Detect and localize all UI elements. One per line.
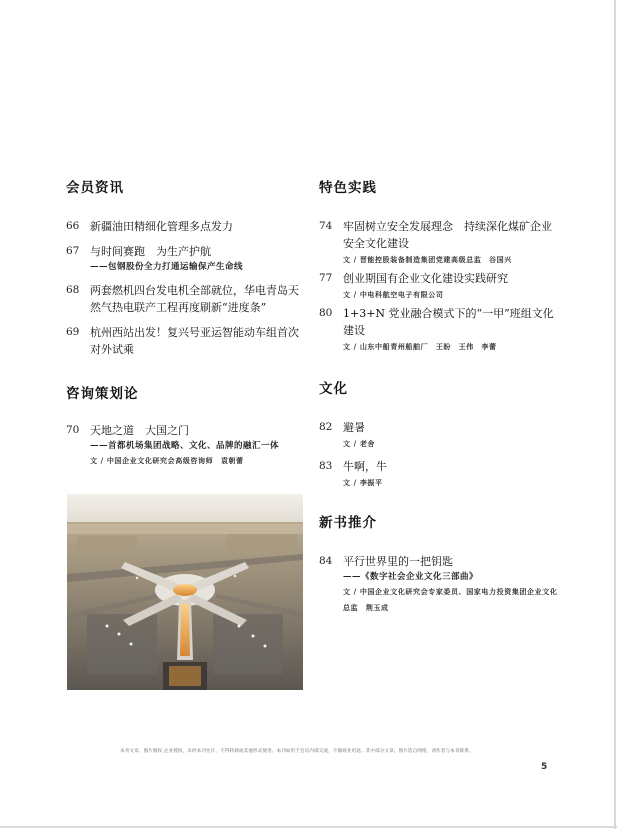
entry-title: 创业期国有企业文化建设实践研究 xyxy=(343,272,508,285)
entry-title: 新疆油田精细化管理多点发力 xyxy=(90,220,233,233)
entry-title: 天地之道 大国之门 xyxy=(90,424,189,437)
entry-title: 牛啊，牛 xyxy=(343,460,387,473)
right-column xyxy=(319,176,559,624)
entry-title: 1+3+N 党业融合模式下的“一甲”班组文化建设 xyxy=(343,307,554,337)
toc-entry[interactable] xyxy=(66,324,306,358)
entry-author: 文 / 中国企业文化研究会高级咨询师 袁朝蕾 xyxy=(90,456,244,465)
toc-entry[interactable] xyxy=(319,305,559,355)
entry-author: 文 / 李振平 xyxy=(343,478,383,487)
folio-page-number: 5 xyxy=(541,762,548,772)
section-title: 会员资讯 xyxy=(66,180,124,196)
page-number: 83 xyxy=(319,460,333,472)
entry-author: 文 / 山东中船青州船舶厂 王盼 王伟 李蕾 xyxy=(343,342,497,351)
page-number: 80 xyxy=(319,307,333,319)
entry-author: 文 / 中国企业文化研究会专家委员、国家电力投资集团企业文化总监 荆玉成 xyxy=(343,587,558,612)
entry-subtitle: ——首都机场集团战略、文化、品牌的融汇一体 xyxy=(90,441,280,451)
toc-entry[interactable] xyxy=(319,218,559,268)
toc-entry[interactable] xyxy=(66,422,306,469)
entry-subtitle: ——《数字社会企业文化三部曲》 xyxy=(343,572,479,582)
page-edge-right xyxy=(614,0,616,829)
airport-aerial-photo xyxy=(67,494,303,690)
entry-author: 文 / 老舍 xyxy=(343,439,376,448)
page-number: 66 xyxy=(66,220,80,232)
page-number: 82 xyxy=(319,421,333,433)
toc-entry[interactable] xyxy=(319,270,559,303)
toc-entry[interactable] xyxy=(66,243,306,274)
entry-author: 文 / 晋能控股装备制造集团党建高级总监 谷国兴 xyxy=(343,255,512,264)
section-practice xyxy=(319,176,559,355)
toc-entry[interactable] xyxy=(66,282,306,316)
page-number: 68 xyxy=(66,284,80,296)
toc-entry[interactable] xyxy=(319,458,559,491)
toc-entry[interactable] xyxy=(319,553,559,616)
toc-entry[interactable] xyxy=(66,218,306,235)
entry-author: 文 / 中电科航空电子有限公司 xyxy=(343,290,444,299)
entry-title: 杭州西站出发！复兴号亚运智能动车组首次对外试乘 xyxy=(90,326,299,356)
section-title: 文化 xyxy=(319,381,348,397)
entry-title: 平行世界里的一把钥匙 xyxy=(343,555,453,568)
section-culture xyxy=(319,377,559,491)
toc-entry[interactable] xyxy=(319,419,559,452)
airport-illustration xyxy=(67,494,303,690)
section-title: 咨询策划论 xyxy=(66,386,139,402)
section-title: 新书推介 xyxy=(319,515,377,531)
copyright-note: 本刊文章、图片版权 企业授权，未经本刊允许，不得转载或其他形式使用。本刊如用于会员内部交流，不做商业用途。其中部分文章、图片选自网络，请作者与本刊联系。 xyxy=(120,749,474,754)
page-number: 77 xyxy=(319,272,333,284)
page-number: 70 xyxy=(66,424,80,436)
page-number: 84 xyxy=(319,555,333,567)
page-number: 67 xyxy=(66,245,80,257)
section-new-books xyxy=(319,511,559,616)
page-number: 69 xyxy=(66,326,80,338)
section-member-news xyxy=(66,176,306,358)
entry-title: 两套燃机四台发电机全部就位，华电青岛天然气热电联产工程再度刷新“进度条” xyxy=(90,284,299,314)
entry-title: 牢固树立安全发展理念 持续深化煤矿企业安全文化建设 xyxy=(343,220,552,250)
section-title: 特色实践 xyxy=(319,180,377,196)
page-number: 74 xyxy=(319,220,333,232)
entry-title: 与时间赛跑 为生产护航 xyxy=(90,245,211,258)
entry-subtitle: ——包钢股份全力打通运输保产生命线 xyxy=(90,262,244,272)
left-column xyxy=(66,176,306,477)
entry-title: 避暑 xyxy=(343,421,365,434)
section-consulting xyxy=(66,382,306,469)
page-edge-bottom xyxy=(0,826,617,828)
